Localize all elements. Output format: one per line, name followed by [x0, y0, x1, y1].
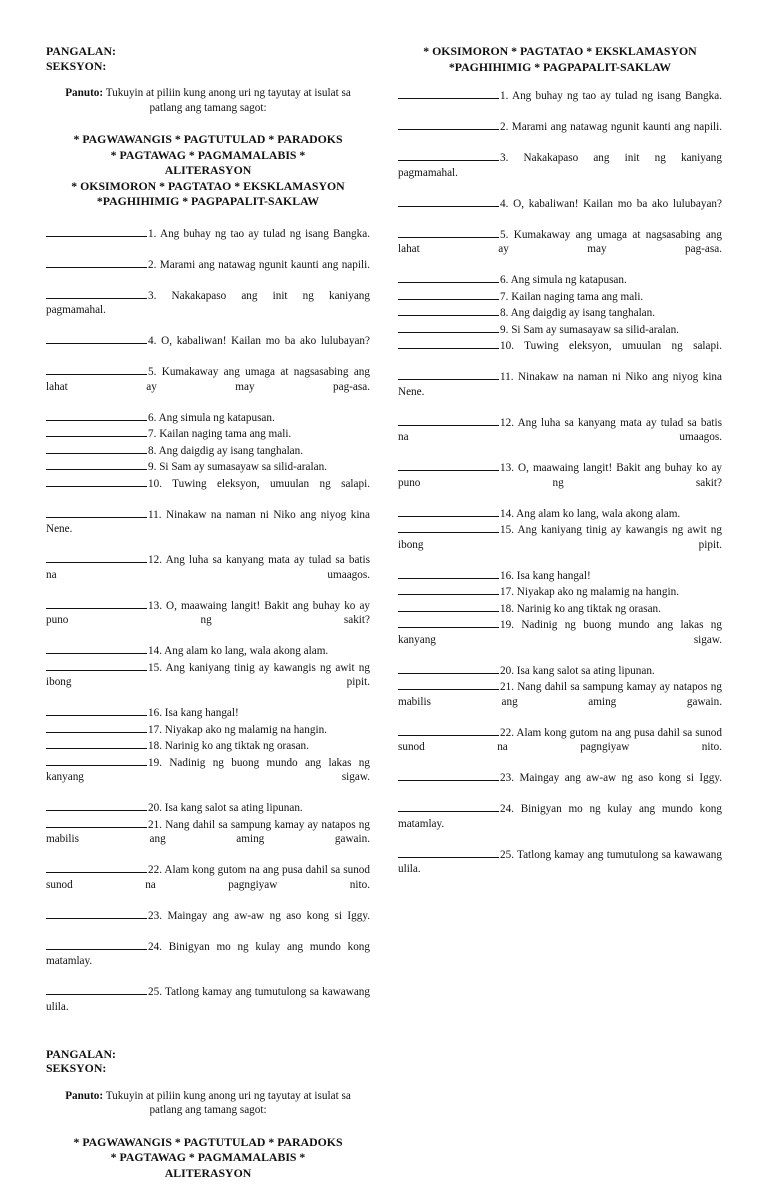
question-number: 18. [148, 740, 162, 752]
choices-list [46, 1135, 370, 1182]
answer-blank[interactable] [398, 846, 499, 858]
second-copy [46, 1047, 370, 1182]
question-item [398, 459, 722, 505]
question-number: 20. [148, 802, 162, 814]
answer-blank[interactable] [398, 118, 499, 130]
question-text: Tatlong kamay ang tumutulong sa kawawang ulila. [398, 848, 722, 875]
answer-blank[interactable] [398, 800, 499, 812]
answer-blank[interactable] [46, 363, 147, 375]
answer-blank[interactable] [46, 332, 147, 344]
left-column [46, 44, 370, 1196]
question-text: Nadinig ng buong mundo ang lakas ng kanyang sigaw. [46, 756, 370, 783]
answer-blank[interactable] [46, 754, 147, 766]
answer-blank[interactable] [46, 287, 147, 299]
answer-blank[interactable] [46, 475, 147, 487]
question-number: 17. [500, 586, 514, 598]
answer-blank[interactable] [398, 288, 499, 300]
question-text: Nadinig ng buong mundo ang lakas ng kanyang sigaw. [398, 619, 722, 646]
answer-blank[interactable] [46, 659, 147, 671]
right-column [398, 44, 722, 891]
question-number: 11. [500, 371, 514, 383]
question-item [46, 704, 370, 721]
question-item [46, 597, 370, 643]
answer-blank[interactable] [398, 271, 499, 283]
question-number: 16. [148, 707, 162, 719]
question-number: 1. [148, 227, 157, 240]
question-number: 10. [500, 340, 514, 352]
question-text: Nakakapaso ang init ng kaniyang pagmamahal. [46, 289, 370, 316]
question-number: 15. [500, 524, 514, 536]
question-text: Nang dahil sa sampung kamay ay natapos ng mabilis ang aming gawain. [46, 818, 370, 845]
answer-blank[interactable] [398, 567, 499, 579]
answer-blank[interactable] [398, 616, 499, 628]
question-text: O, maawaing langit! Bakit ang buhay ko ay puno ng sakit? [398, 462, 722, 489]
question-text: Isa kang hangal! [161, 707, 239, 719]
question-text: Ang daigdig ay isang tanghalan. [508, 307, 656, 319]
question-number: 13. [500, 462, 514, 474]
answer-blank[interactable] [46, 907, 147, 919]
question-number: 10. [148, 477, 162, 490]
section-label: SEKSYON: [46, 1061, 107, 1075]
question-number: 19. [500, 619, 514, 631]
question-number: 9. [148, 461, 157, 473]
choices-line: * OKSIMORON * PAGTATAO * EKSKLAMASYON [71, 178, 345, 193]
answer-blank[interactable] [398, 149, 499, 161]
question-number: 19. [148, 756, 162, 769]
question-number: 24. [500, 803, 514, 815]
answer-blank[interactable] [46, 938, 147, 950]
question-text: Maingay ang aw-aw ng aso kong si Iggy. [161, 909, 370, 922]
question-item [398, 288, 722, 305]
question-item [398, 195, 722, 226]
question-number: 22. [500, 726, 514, 739]
question-item [398, 769, 722, 800]
choices-line: * PAGWAWANGIS * PAGTUTULAD * PARADOKS [73, 132, 343, 146]
question-number: 25. [148, 986, 162, 998]
choices-line: *PAGHIHIMIG * PAGPAPALIT-SAKLAW [448, 59, 672, 74]
question-text: Nakakapaso ang init ng kaniyang pagmamahal. [398, 152, 722, 179]
choices-line: ALITERASYON [164, 163, 252, 177]
question-item [46, 737, 370, 754]
question-item [398, 149, 722, 195]
question-text: Maingay ang aw-aw ng aso kong si Iggy. [513, 772, 722, 784]
question-item [398, 678, 722, 724]
question-number: 21. [500, 681, 514, 693]
question-text: Tuwing eleksyon, umuulan ng salapi. [161, 477, 370, 490]
choices-line: * PAGWAWANGIS * PAGTUTULAD * PARADOKS [73, 1134, 343, 1149]
answer-blank[interactable] [398, 769, 499, 781]
choices-line: * OKSIMORON * PAGTATAO * EKSKLAMASYON [423, 44, 697, 58]
question-text: Ang luha sa kanyang mata ay tulad sa batis na umaagos. [46, 554, 370, 581]
question-number: 24. [148, 940, 162, 953]
question-text: O, maawaing langit! Bakit ang buhay ko ay puno ng sakit? [46, 599, 370, 626]
question-text: O, kabaliwan! Kailan mo ba ako lulubayan? [156, 335, 370, 347]
choices-list [398, 44, 722, 75]
question-item [46, 938, 370, 984]
answer-blank[interactable] [46, 721, 147, 733]
name-label: PANGALAN: [46, 44, 116, 58]
question-text: Ang simula ng katapusan. [156, 411, 275, 424]
question-text: Ang alam ko lang, wala akong alam. [161, 645, 329, 657]
answer-blank[interactable] [46, 551, 147, 563]
question-text: Marami ang natawag ngunit kaunti ang napili. [508, 121, 722, 133]
question-number: 7. [500, 290, 509, 303]
question-text: Narinig ko ang tiktak ng orasan. [513, 602, 661, 615]
question-number: 15. [148, 661, 162, 674]
question-number: 5. [500, 228, 509, 241]
question-text: Ang kaniyang tinig ay kawangis ng awit ng ibong pipit. [46, 661, 370, 688]
question-item [398, 505, 722, 522]
question-item [46, 983, 370, 1029]
question-number: 21. [148, 818, 162, 831]
item-list [398, 87, 722, 891]
question-item [398, 226, 722, 272]
question-text: Marami ang natawag ngunit kaunti ang napili. [156, 258, 370, 271]
answer-blank[interactable] [398, 459, 499, 471]
question-text: Alam kong gutom na ang pusa dahil sa sunod sunod na pagngiyaw nito. [46, 864, 370, 891]
question-number: 13. [148, 599, 162, 612]
answer-blank[interactable] [398, 195, 499, 207]
question-text: Si Sam ay sumasayaw sa silid-aralan. [508, 323, 679, 336]
answer-blank[interactable] [46, 816, 147, 828]
question-text: Nang dahil sa sampung kamay ay natapos ng mabilis ang aming gawain. [398, 681, 722, 708]
question-text: Binigyan mo ng kulay ang mundo kong matamlay. [46, 940, 370, 967]
answer-blank[interactable] [46, 642, 147, 654]
question-number: 12. [500, 416, 514, 429]
question-number: 25. [500, 848, 514, 861]
answer-blank[interactable] [46, 458, 147, 470]
answer-blank[interactable] [398, 600, 499, 612]
answer-blank[interactable] [398, 87, 499, 99]
question-number: 3. [500, 152, 509, 164]
question-item [46, 506, 370, 552]
choices-line: * PAGTAWAG * PAGMAMALABIS * [110, 1150, 306, 1164]
question-text: Kumakaway ang umaga at nagsasabing ang lahat ay may pag-asa. [398, 228, 722, 255]
answer-blank[interactable] [398, 505, 499, 517]
question-text: Kailan naging tama ang mali. [156, 428, 292, 440]
question-number: 4. [500, 197, 509, 210]
answer-blank[interactable] [398, 724, 499, 736]
question-item [398, 321, 722, 338]
section-label: SEKSYON: [46, 58, 107, 73]
question-item [398, 583, 722, 600]
question-number: 8. [500, 307, 509, 319]
question-number: 9. [500, 323, 509, 336]
answer-blank[interactable] [398, 583, 499, 595]
question-number: 6. [148, 411, 157, 424]
question-item [46, 907, 370, 938]
question-text: Ang buhay ng tao ay tulad ng isang Bangka. [508, 90, 722, 102]
question-number: 17. [148, 723, 162, 736]
question-text: Isa kang hangal! [513, 569, 591, 582]
choices-list [46, 132, 370, 210]
question-number: 3. [148, 289, 157, 302]
choices-line: * PAGTAWAG * PAGMAMALABIS * [110, 147, 306, 162]
question-item [46, 332, 370, 363]
question-number: 23. [148, 909, 162, 922]
question-text: Ang daigdig ay isang tanghalan. [156, 444, 304, 457]
question-item [398, 724, 722, 770]
answer-blank[interactable] [46, 861, 147, 873]
question-number: 12. [148, 554, 162, 566]
answer-blank[interactable] [46, 256, 147, 268]
question-text: Isa kang salot sa ating lipunan. [161, 802, 303, 814]
question-text: Narinig ko ang tiktak ng orasan. [161, 740, 309, 752]
question-text: Ninakaw na naman ni Niko ang niyog kina Nene. [398, 371, 722, 398]
question-number: 7. [148, 428, 157, 440]
question-item [46, 551, 370, 597]
question-text: Alam kong gutom na ang pusa dahil sa sunod sunod na pagngiyaw nito. [398, 726, 722, 753]
answer-blank[interactable] [46, 425, 147, 437]
instructions [60, 86, 356, 115]
question-text: Ang alam ko lang, wala akong alam. [513, 507, 681, 520]
question-item [46, 816, 370, 862]
answer-blank[interactable] [398, 226, 499, 238]
question-item [46, 475, 370, 506]
choices-line: *PAGHIHIMIG * PAGPAPALIT-SAKLAW [96, 194, 320, 208]
question-item [398, 600, 722, 617]
question-number: 20. [500, 664, 514, 677]
answer-blank[interactable] [398, 304, 499, 316]
answer-blank[interactable] [46, 983, 147, 995]
question-item [398, 414, 722, 460]
question-item [398, 337, 722, 368]
answer-blank[interactable] [46, 704, 147, 716]
question-text: O, kabaliwan! Kailan mo ba ako lulubayan? [508, 197, 722, 210]
question-text: Tatlong kamay ang tumutulong sa kawawang ulila. [46, 986, 370, 1013]
answer-blank[interactable] [46, 409, 147, 421]
question-item [46, 287, 370, 333]
question-number: 5. [148, 366, 157, 378]
question-number: 1. [500, 90, 509, 102]
answer-blank[interactable] [398, 321, 499, 333]
question-item [46, 256, 370, 287]
question-item [398, 662, 722, 679]
question-number: 23. [500, 772, 514, 784]
question-number: 2. [148, 258, 157, 271]
question-number: 4. [148, 335, 157, 347]
question-number: 18. [500, 602, 514, 615]
question-item [398, 87, 722, 118]
question-number: 14. [148, 645, 162, 657]
question-number: 6. [500, 274, 509, 286]
answer-blank[interactable] [46, 799, 147, 811]
choices-line: ALITERASYON [164, 1165, 252, 1180]
answer-blank[interactable] [398, 368, 499, 380]
question-text: Ang buhay ng tao ay tulad ng isang Bangka. [156, 227, 370, 240]
instructions-heading: Panuto: [65, 87, 104, 99]
question-item [46, 409, 370, 426]
question-item [398, 304, 722, 321]
question-text: Niyakap ako ng malamig na hangin. [161, 723, 327, 736]
question-item [398, 800, 722, 846]
question-text: Ang kaniyang tinig ay kawangis ng awit ng ibong pipit. [398, 524, 722, 551]
answer-blank[interactable] [46, 442, 147, 454]
question-text: Ang simula ng katapusan. [508, 274, 627, 286]
question-text: Binigyan mo ng kulay ang mundo kong matamlay. [398, 803, 722, 830]
answer-blank[interactable] [46, 597, 147, 609]
question-item [46, 363, 370, 409]
question-number: 2. [500, 121, 509, 133]
instructions-heading: Panuto: [65, 1089, 104, 1102]
question-number: 14. [500, 507, 514, 520]
question-item [46, 458, 370, 475]
answer-blank[interactable] [398, 521, 499, 533]
question-item [398, 521, 722, 567]
answer-blank[interactable] [398, 337, 499, 349]
instructions-text: Tukuyin at piliin kung anong uri ng tayutay at isulat sa patlang ang tamang sagot: [103, 87, 351, 114]
instructions-text: Tukuyin at piliin kung anong uri ng tayutay at isulat sa patlang ang tamang sagot: [103, 1089, 351, 1116]
answer-blank[interactable] [46, 506, 147, 518]
answer-blank[interactable] [398, 662, 499, 674]
item-list [46, 225, 370, 1029]
instructions [60, 1089, 356, 1118]
question-item [46, 754, 370, 800]
question-text: Niyakap ako ng malamig na hangin. [513, 586, 679, 598]
question-item [46, 659, 370, 705]
question-number: 8. [148, 444, 157, 457]
question-item [46, 861, 370, 907]
question-item [398, 271, 722, 288]
question-text: Ninakaw na naman ni Niko ang niyog kina Nene. [46, 508, 370, 535]
question-number: 22. [148, 864, 162, 876]
answer-blank[interactable] [398, 414, 499, 426]
question-item [398, 567, 722, 584]
answer-blank[interactable] [46, 225, 147, 237]
question-item [46, 425, 370, 442]
answer-blank[interactable] [398, 678, 499, 690]
name-label: PANGALAN: [46, 1046, 116, 1061]
question-item [398, 616, 722, 662]
question-number: 11. [148, 508, 162, 521]
question-item [398, 118, 722, 149]
question-item [46, 799, 370, 816]
question-item [398, 846, 722, 892]
answer-blank[interactable] [46, 737, 147, 749]
question-text: Tuwing eleksyon, umuulan ng salapi. [513, 340, 722, 352]
question-item [46, 442, 370, 459]
question-text: Kumakaway ang umaga at nagsasabing ang lahat ay may pag-asa. [46, 366, 370, 393]
question-item [46, 642, 370, 659]
question-text: Ang luha sa kanyang mata ay tulad sa batis na umaagos. [398, 416, 722, 443]
question-text: Isa kang salot sa ating lipunan. [513, 664, 655, 677]
question-number: 16. [500, 569, 514, 582]
question-text: Kailan naging tama ang mali. [508, 290, 644, 303]
question-text: Si Sam ay sumasayaw sa silid-aralan. [156, 461, 327, 473]
question-item [398, 368, 722, 414]
question-item [46, 225, 370, 256]
question-item [46, 721, 370, 738]
